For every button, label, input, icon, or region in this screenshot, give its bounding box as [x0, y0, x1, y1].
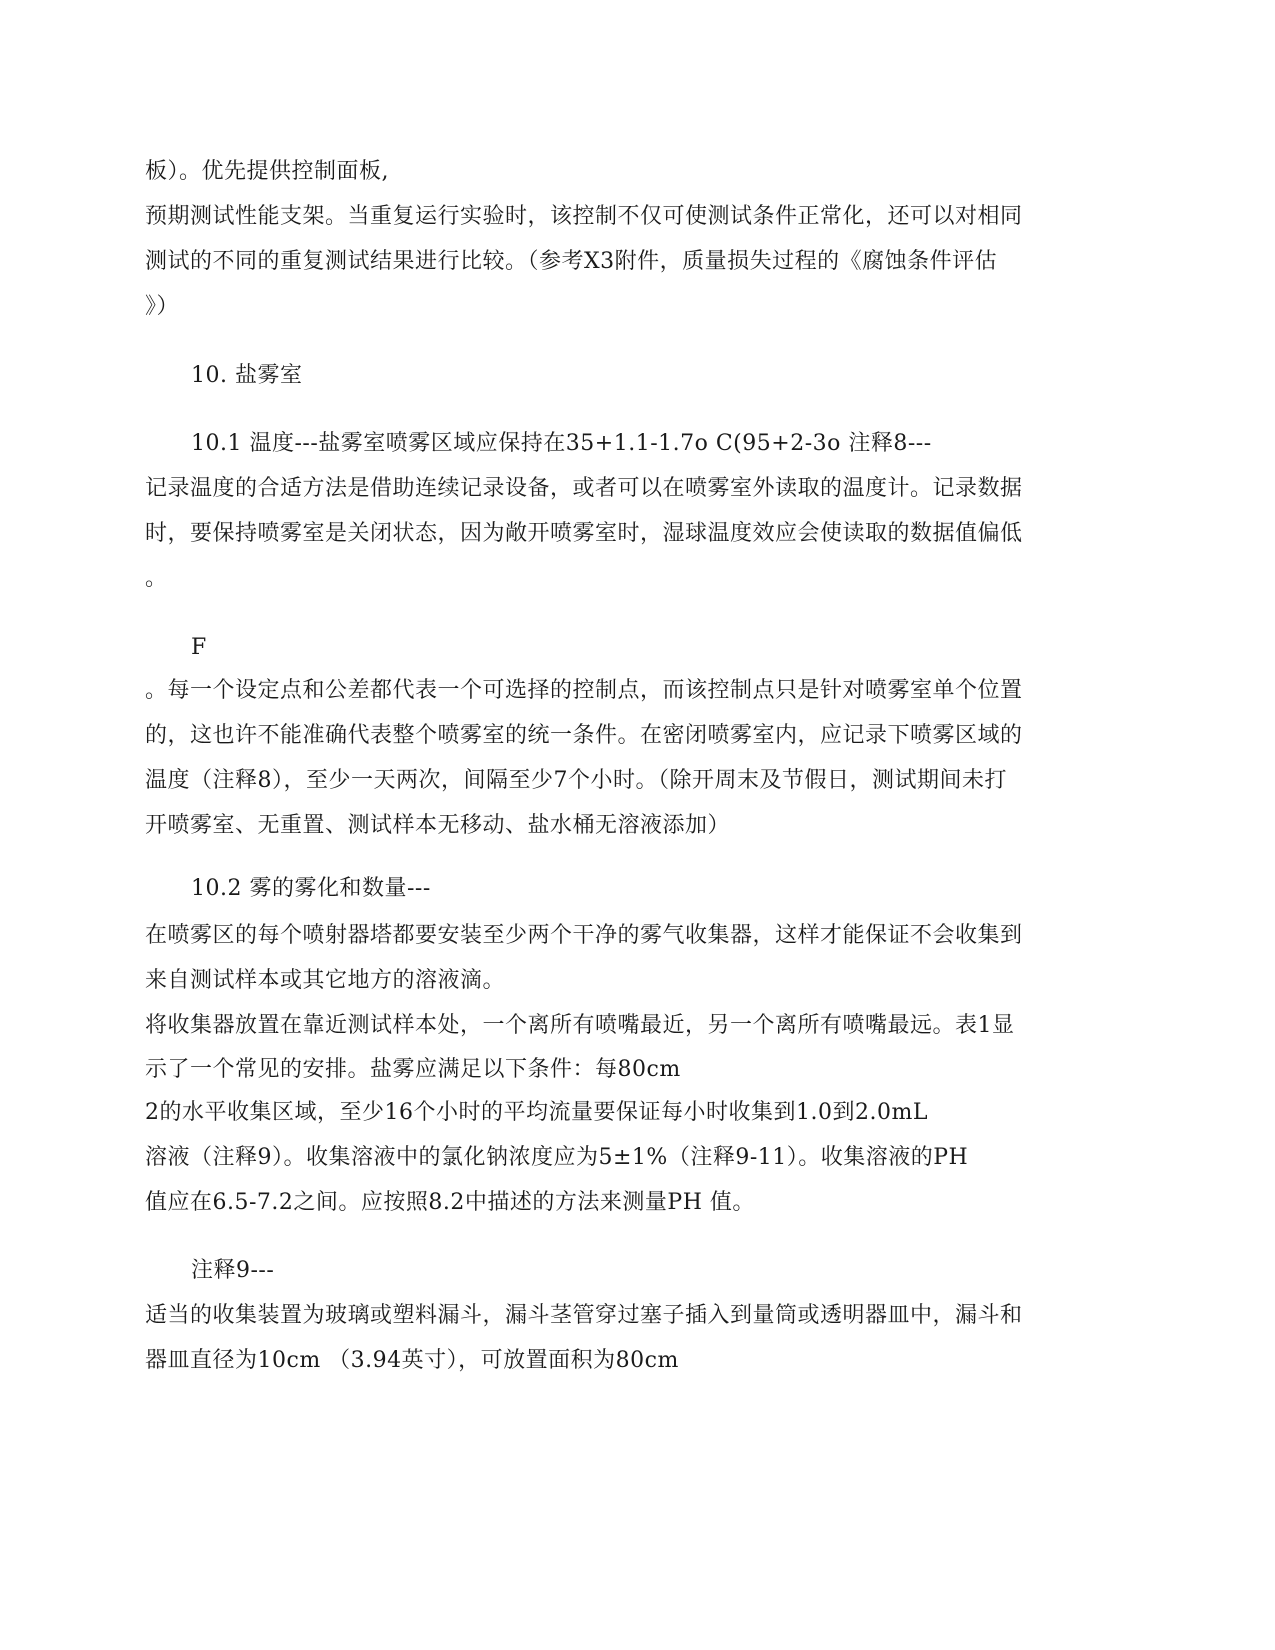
note-heading: 注释9---: [191, 1258, 275, 1283]
subsection-heading: 10.1 温度---盐雾室喷雾区域应保持在35+1.1-1.7o C(95+2-3o 注释8---: [191, 431, 932, 456]
text-line: 的，这也许不能准确代表整个喷雾室的统一条件。在密闭喷雾室内，应记录下喷雾区域的: [145, 723, 1023, 748]
text-line: 温度（注释8），至少一天两次，间隔至少7个小时。（除开周末及节假日，测试期间未打: [145, 768, 1007, 793]
text-line: 》）: [145, 294, 180, 319]
text-line: 2的水平收集区域，至少16个小时的平均流量要保证每小时收集到1.0到2.0mL: [145, 1100, 928, 1125]
text-line: 开喷雾室、无重置、测试样本无移动、盐水桶无溶液添加）: [145, 813, 731, 838]
text-line: 示了一个常见的安排。盐雾应满足以下条件：每80cm: [145, 1057, 681, 1082]
text-line: 器皿直径为10cm （3.94英寸），可放置面积为80cm: [145, 1348, 679, 1373]
text-line: 在喷雾区的每个喷射器塔都要安装至少两个干净的雾气收集器，这样才能保证不会收集到: [145, 923, 1023, 948]
text-line: 。: [145, 566, 168, 591]
text-line: 适当的收集装置为玻璃或塑料漏斗，漏斗茎管穿过塞子插入到量筒或透明器皿中，漏斗和: [145, 1303, 1023, 1328]
text-line: 测试的不同的重复测试结果进行比较。（参考X3附件，质量损失过程的《腐蚀条件评估: [145, 249, 998, 274]
subsection-heading: 10.2 雾的雾化和数量---: [191, 876, 431, 901]
text-line: 。每一个设定点和公差都代表一个可选择的控制点，而该控制点只是针对喷雾室单个位置: [145, 678, 1023, 703]
section-heading: 10. 盐雾室: [191, 363, 303, 388]
text-line: 溶液（注释9）。收集溶液中的氯化钠浓度应为5±1%（注释9-11）。收集溶液的PH: [145, 1145, 969, 1170]
text-line: 来自测试样本或其它地方的溶液滴。: [145, 968, 506, 993]
text-line: 记录温度的合适方法是借助连续记录设备，或者可以在喷雾室外读取的温度计。记录数据: [145, 476, 1023, 501]
text-line: 预期测试性能支架。当重复运行实验时，该控制不仅可使测试条件正常化，还可以对相同: [145, 204, 1023, 229]
text-line: F: [191, 635, 207, 660]
text-line: 时，要保持喷雾室是关闭状态，因为敞开喷雾室时，湿球温度效应会使读取的数据值偏低: [145, 521, 1023, 546]
text-line: 将收集器放置在靠近测试样本处，一个离所有喷嘴最近，另一个离所有喷嘴最远。表1显: [145, 1013, 1015, 1038]
text-line: 板）。优先提供控制面板,: [145, 159, 389, 184]
text-line: 值应在6.5-7.2之间。应按照8.2中描述的方法来测量PH 值。: [145, 1190, 755, 1215]
